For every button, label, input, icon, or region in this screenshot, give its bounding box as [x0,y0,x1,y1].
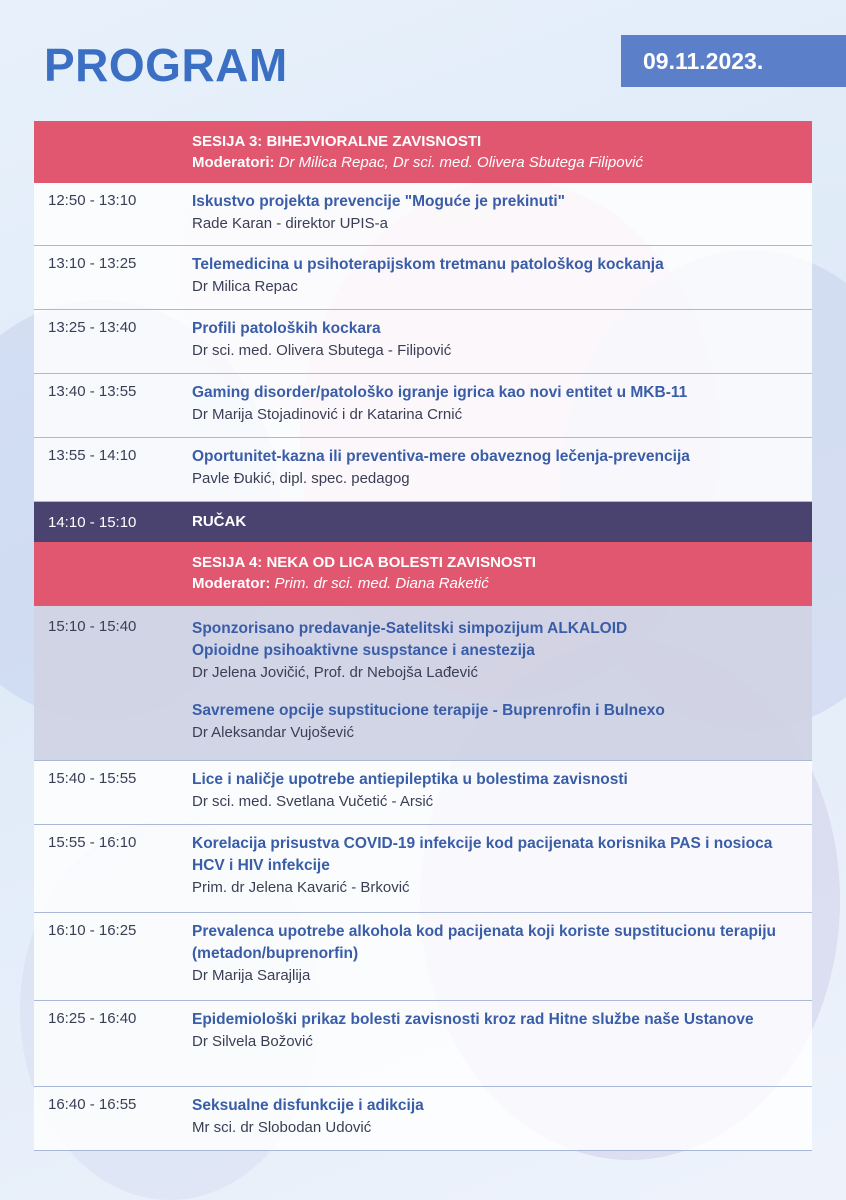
talk-time: 13:10 - 13:25 [48,255,137,272]
moderators-label: Moderator: [192,575,271,592]
sponsored-row [34,606,812,761]
talk-time: 16:25 - 16:40 [48,1010,137,1027]
talk-speaker: Dr Marija Sarajlija [192,967,311,984]
moderators-names: Prim. dr sci. med. Diana Raketić [274,575,489,592]
talk-time: 15:55 - 16:10 [48,834,137,851]
session-moderators [192,152,804,173]
talk-title: Korelacija prisustva COVID-19 infekcije kod pacijenata korisnika PAS i nosioca HCV i HIV infekcije [192,835,773,874]
talk-speaker: Dr Aleksandar Vujošević [192,724,355,741]
talk-time: 12:50 - 13:10 [48,192,137,209]
talk-speaker: Prim. dr Jelena Kavarić - Brković [192,879,410,896]
talk-title: Prevalenca upotrebe alkohola kod pacijenata koji koriste supstitucionu terapiju (metadon/buprenorfin) [192,923,776,962]
talk-title: Lice i naličje upotrebe antiepileptika u bolestima zavisnosti [192,771,628,788]
sponsored-subtitle: Opioidne psihoaktivne suspstance i anestezija [192,642,535,659]
table-row [34,374,812,438]
program-table [34,121,812,1151]
table-row [34,183,812,246]
moderators-names: Dr Milica Repac, Dr sci. med. Olivera Sbutega Filipović [278,154,643,171]
table-row [34,761,812,825]
talk-speaker: Dr sci. med. Olivera Sbutega - Filipović [192,342,452,359]
talk-time: 16:10 - 16:25 [48,922,137,939]
talk-speaker: Dr Marija Stojadinović i dr Katarina Crnić [192,406,463,423]
date-text: 09.11.2023. [643,47,764,74]
table-row [34,825,812,913]
talk-speaker: Dr Silvela Božović [192,1033,313,1050]
sponsored-title: Sponzorisano predavanje-Satelitski simpozijum ALKALOID [192,620,628,637]
talk-speaker: Pavle Đukić, dipl. spec. pedagog [192,470,410,487]
table-row [34,1087,812,1151]
date-badge [621,35,846,87]
talk-time: 13:55 - 14:10 [48,447,137,464]
talk-title: Seksualne disfunkcije i adikcija [192,1097,424,1114]
page-title: PROGRAM [44,39,288,91]
talk-speaker: Mr sci. dr Slobodan Udović [192,1119,372,1136]
table-row [34,913,812,1001]
talk-title: Telemedicina u psihoterapijskom tretmanu patološkog kockanja [192,256,664,273]
table-row [34,438,812,502]
session-title: SESIJA 4: NEKA OD LICA BOLESTI ZAVISNOSTI [192,554,536,571]
moderators-label: Moderatori: [192,154,275,171]
talk-title: Profili patoloških kockara [192,320,381,337]
session-header-4 [34,542,812,606]
talk-speaker: Dr sci. med. Svetlana Vučetić - Arsić [192,793,434,810]
session-header-3 [34,121,812,183]
talk-title: Savremene opcije supstitucione terapije - Buprenrofin i Bulnexo [192,702,665,719]
lunch-time: 14:10 - 15:10 [48,513,137,531]
talk-title: Gaming disorder/patološko igranje igrica kao novi entitet u MKB-11 [192,384,688,401]
talk-speaker: Dr Milica Repac [192,278,298,295]
lunch-row [34,502,812,542]
talk-time: 13:25 - 13:40 [48,319,137,336]
talk-time: 15:40 - 15:55 [48,770,137,787]
talk-title: Epidemiološki prikaz bolesti zavisnosti kroz rad Hitne službe naše Ustanove [192,1011,754,1028]
talk-time: 15:10 - 15:40 [48,618,137,635]
talk-speaker: Dr Jelena Jovičić, Prof. dr Nebojša Lađević [192,664,478,681]
table-row [34,1001,812,1087]
table-row [34,310,812,374]
session-moderators [192,573,804,594]
session-title: SESIJA 3: BIHEJVIORALNE ZAVISNOSTI [192,133,482,150]
talk-title: Iskustvo projekta prevencije "Moguće je prekinuti" [192,193,566,210]
table-row [34,246,812,310]
talk-speaker: Rade Karan - direktor UPIS-a [192,215,388,232]
talk-title: Oportunitet-kazna ili preventiva-mere obaveznog lečenja-prevencija [192,448,690,465]
talk-time: 16:40 - 16:55 [48,1096,137,1113]
lunch-label: RUČAK [192,513,247,530]
talk-time: 13:40 - 13:55 [48,383,137,400]
